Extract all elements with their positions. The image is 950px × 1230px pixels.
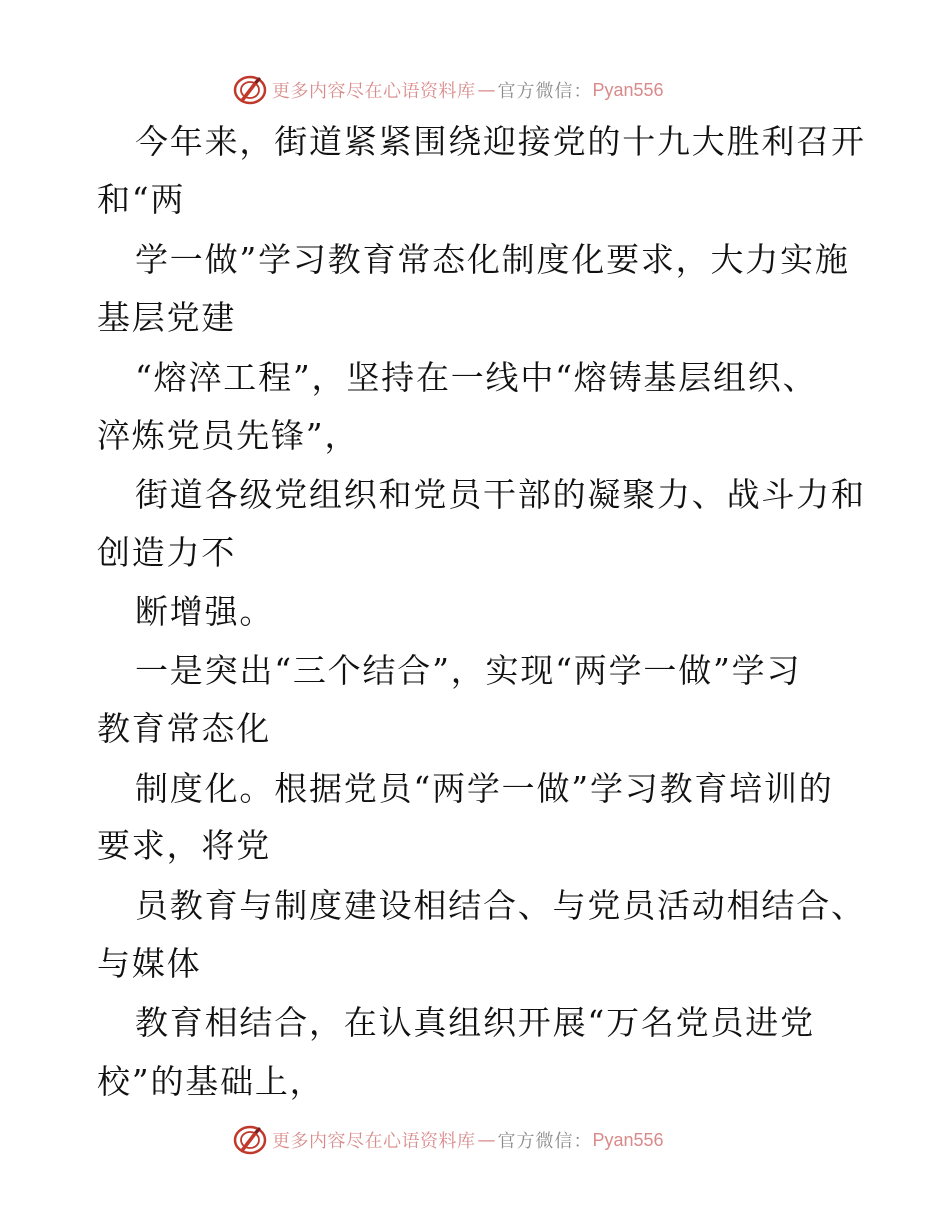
watermark-official-label: 官方微信： xyxy=(497,1131,593,1152)
watermark-text: 更多内容尽在心语资料库 xyxy=(272,1131,476,1152)
body-line: 员教育与制度建设相结合、与党员活动相结合、 xyxy=(135,886,866,925)
body-line: 和“两 xyxy=(97,180,186,219)
watermark-account: Pyan556 xyxy=(592,79,664,100)
body-line: 创造力不 xyxy=(97,533,237,572)
body-line: 淬炼党员先锋”， xyxy=(97,416,360,455)
footer-watermark xyxy=(232,1123,664,1157)
watermark-dash: — xyxy=(477,79,496,101)
body-line: 制度化。根据党员“两学一做”学习教育培训的 xyxy=(135,769,834,808)
body-line: 与媒体 xyxy=(97,944,202,983)
watermark-official-label: 官方微信： xyxy=(497,81,593,102)
body-line: “熔淬工程”，坚持在一线中“熔铸基层组织、 xyxy=(135,358,818,397)
seal-logo-icon xyxy=(232,1123,268,1157)
body-line: 教育常态化 xyxy=(97,709,271,748)
body-line: 学一做”学习教育常态化制度化要求，大力实施 xyxy=(135,240,850,279)
body-line: 要求，将党 xyxy=(97,826,271,865)
body-line: 断增强。 xyxy=(135,592,275,631)
body-line: 街道各级党组织和党员干部的凝聚力、战斗力和 xyxy=(135,475,866,514)
body-line: 校”的基础上， xyxy=(97,1062,325,1101)
body-line: 今年来，街道紧紧围绕迎接党的十九大胜利召开 xyxy=(135,122,866,161)
body-line: 教育相结合，在认真组织开展“万名党员进党 xyxy=(135,1003,815,1042)
watermark-dash: — xyxy=(477,1129,496,1151)
watermark-account: Pyan556 xyxy=(592,1129,664,1150)
body-line: 一是突出“三个结合”，实现“两学一做”学习 xyxy=(135,651,802,690)
body-line: 基层党建 xyxy=(97,298,237,337)
seal-logo-icon xyxy=(232,73,268,107)
watermark-text: 更多内容尽在心语资料库 xyxy=(272,81,476,102)
header-watermark xyxy=(232,73,664,107)
